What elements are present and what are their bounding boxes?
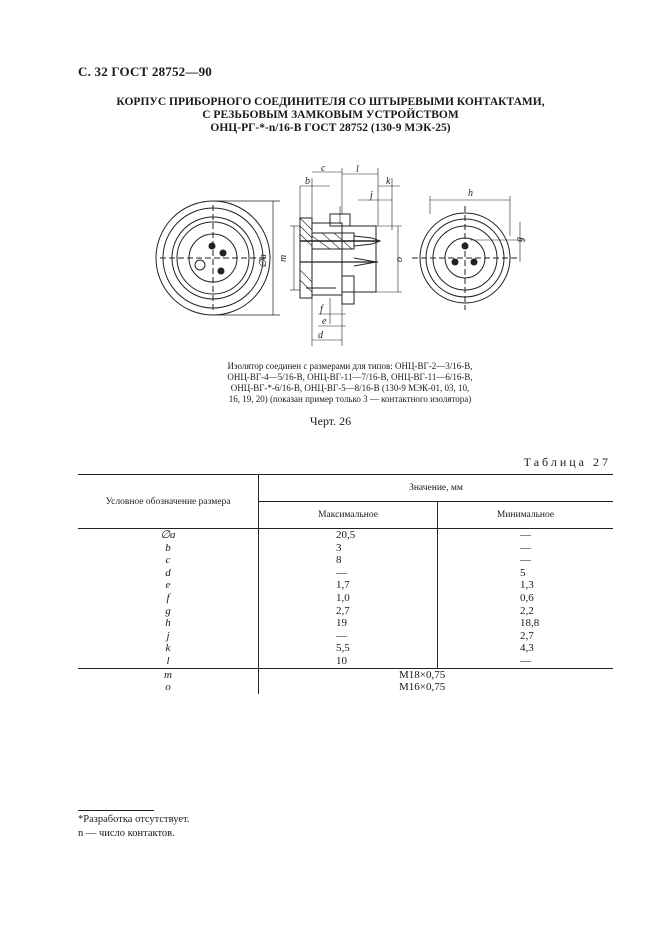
max-value: — bbox=[259, 630, 438, 643]
min-value: — bbox=[438, 554, 614, 567]
dimension-name: g bbox=[78, 605, 259, 618]
table-row bbox=[78, 579, 613, 592]
caption-line-1: Изолятор соединен с размерами для типов: ОНЦ-ВГ-2—3/16-В, bbox=[227, 361, 473, 371]
max-value: 1,0 bbox=[259, 592, 438, 605]
table-row bbox=[78, 542, 613, 555]
table-row bbox=[78, 655, 613, 668]
min-value: 2,7 bbox=[438, 630, 614, 643]
min-value: 5 bbox=[438, 567, 614, 580]
dimension-name: f bbox=[78, 592, 259, 605]
dimension-name: c bbox=[78, 554, 259, 567]
max-value: 19 bbox=[259, 617, 438, 630]
rear-view-right bbox=[412, 196, 526, 310]
dimension-name: k bbox=[78, 642, 259, 655]
dim-j: j bbox=[370, 190, 373, 201]
table-row bbox=[78, 681, 613, 694]
table-row bbox=[78, 554, 613, 567]
min-value: — bbox=[438, 542, 614, 555]
caption-line-2: ОНЦ-ВГ-4—5/16-В, ОНЦ-ВГ-11—7/16-В, ОНЦ-ВГ-11—6/16-В, bbox=[227, 372, 473, 382]
min-value: 4,3 bbox=[438, 642, 614, 655]
dim-l: l bbox=[356, 164, 359, 175]
dim-o: o bbox=[394, 257, 405, 262]
header-minimum: Минимальное bbox=[438, 502, 614, 529]
max-value: 20,5 bbox=[259, 529, 438, 542]
table-row bbox=[78, 605, 613, 618]
dim-a: ∅a bbox=[258, 254, 269, 268]
min-value: 1,3 bbox=[438, 579, 614, 592]
dimensions-table bbox=[78, 474, 613, 694]
max-value: 8 bbox=[259, 554, 438, 567]
dim-f: f bbox=[320, 304, 323, 315]
min-value: 2,2 bbox=[438, 605, 614, 618]
figure-label: Черт. 26 bbox=[309, 414, 352, 428]
dim-k: k bbox=[386, 176, 391, 187]
max-value: — bbox=[259, 567, 438, 580]
side-section-view bbox=[290, 168, 402, 346]
table-row bbox=[78, 668, 613, 681]
table-row bbox=[78, 529, 613, 542]
caption-line-3: ОНЦ-ВГ-*-6/16-В, ОНЦ-ВГ-5—8/16-В (130-9 МЭК-01, 03, 10, bbox=[230, 383, 470, 393]
table-row bbox=[78, 630, 613, 643]
min-value: 0,6 bbox=[438, 592, 614, 605]
dim-h: h bbox=[468, 188, 473, 199]
dim-b: b bbox=[305, 176, 310, 187]
connector-drawing bbox=[0, 140, 661, 355]
dim-c: c bbox=[321, 163, 326, 174]
dimension-name: o bbox=[78, 681, 259, 694]
dim-g: g bbox=[514, 237, 525, 242]
footnote-1: *Разработка отсутствует. bbox=[78, 814, 190, 825]
table-row bbox=[78, 567, 613, 580]
caption-line-4: 16, 19, 20) (показан пример только 3 — контактного изолятора) bbox=[228, 394, 472, 404]
title-line-2: С РЕЗЬБОВЫМ ЗАМКОВЫМ УСТРОЙСТВОМ bbox=[202, 109, 459, 121]
title-line-1: КОРПУС ПРИБОРНОГО СОЕДИНИТЕЛЯ СО ШТЫРЕВЫМИ КОНТАКТАМИ, bbox=[116, 96, 545, 108]
max-value: 1,7 bbox=[259, 579, 438, 592]
dimension-name: e bbox=[78, 579, 259, 592]
max-value: 2,7 bbox=[259, 605, 438, 618]
footnote-rule bbox=[78, 810, 154, 811]
min-value: 18,8 bbox=[438, 617, 614, 630]
page-header: С. 32 ГОСТ 28752—90 bbox=[78, 64, 212, 79]
dimension-name: j bbox=[78, 630, 259, 643]
dimension-name: b bbox=[78, 542, 259, 555]
dimension-name: ∅a bbox=[78, 529, 259, 542]
dim-d: d bbox=[318, 330, 323, 341]
dim-e: e bbox=[322, 316, 327, 327]
max-value: 10 bbox=[259, 655, 438, 668]
table-row bbox=[78, 592, 613, 605]
table-row bbox=[78, 617, 613, 630]
min-value: — bbox=[438, 655, 614, 668]
table-row bbox=[78, 642, 613, 655]
max-value: 3 bbox=[259, 542, 438, 555]
header-value-mm: Значение, мм bbox=[259, 475, 614, 502]
header-maximum: Максимальное bbox=[259, 502, 438, 529]
dimension-name: h bbox=[78, 617, 259, 630]
dimension-name: d bbox=[78, 567, 259, 580]
max-value: 5,5 bbox=[259, 642, 438, 655]
dim-m: m bbox=[278, 254, 289, 262]
dimension-name: m bbox=[78, 668, 259, 681]
header-dimension-designation: Условное обозначение размера bbox=[78, 475, 259, 529]
title-line-3: ОНЦ-РГ-*-n/16-В ГОСТ 28752 (130-9 МЭК-25) bbox=[210, 122, 451, 134]
table-label: Таблица 27 bbox=[523, 455, 611, 469]
dimension-name: l bbox=[78, 655, 259, 668]
thread-value: M16×0,75 bbox=[259, 681, 614, 694]
footnote-2: n — число контактов. bbox=[78, 828, 175, 839]
thread-value: M18×0,75 bbox=[259, 668, 614, 681]
min-value: — bbox=[438, 529, 614, 542]
